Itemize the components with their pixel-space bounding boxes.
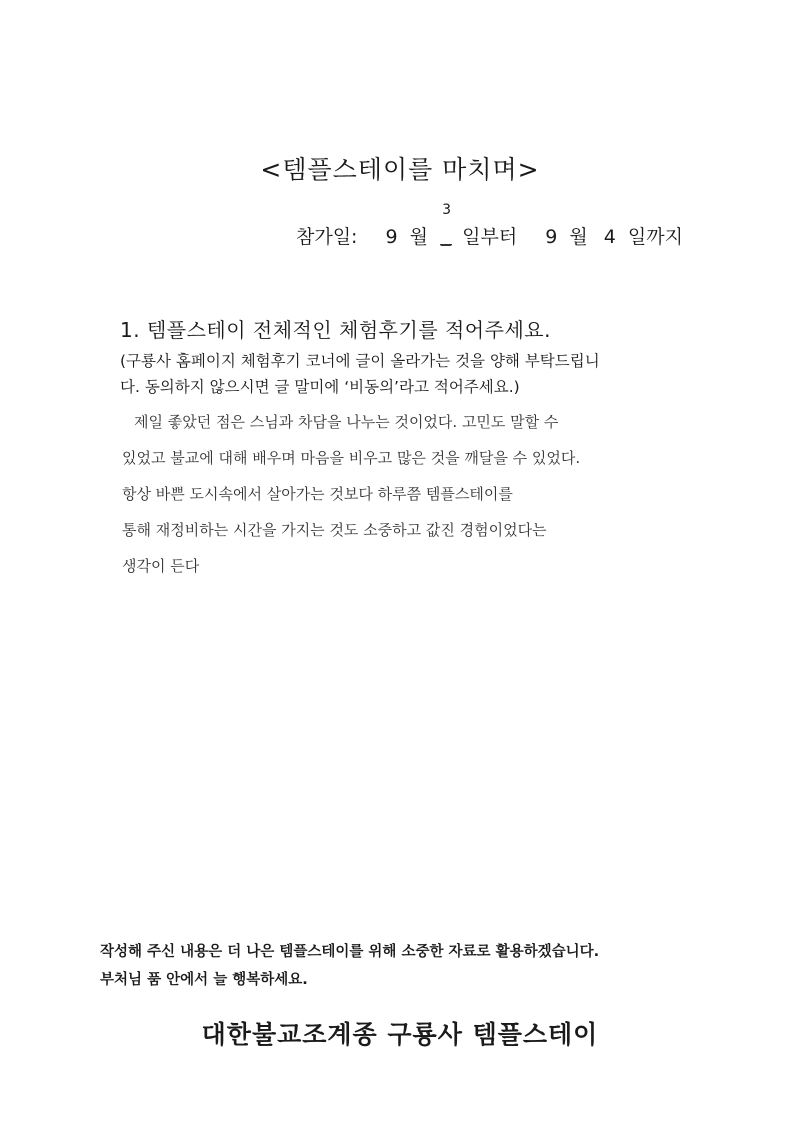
footer-note-line-2: 부처님 품 안에서 늘 행복하세요.	[100, 972, 308, 988]
question-note-line-1: (구룡사 홈페이지 체험후기 코너에 글이 올라가는 것을 양해 부탁드립니	[120, 352, 600, 370]
end-month: 9	[545, 226, 558, 248]
footer-note	[100, 938, 599, 994]
question-note-line-2: 다. 동의하지 않으시면 글 말미에 ‘비동의’라고 적어주세요.)	[120, 378, 520, 396]
participation-dates	[296, 202, 683, 249]
answer-line-3: 항상 바쁜 도시속에서 살아가는 것보다 하루쯤 템플스테이를	[122, 485, 513, 503]
struck-day-mark	[440, 230, 452, 246]
page-title: <템플스테이를 마치며>	[260, 155, 540, 184]
answer-line-1: 제일 좋았던 점은 스님과 차담을 나누는 것이었다. 고민도 말할 수	[134, 413, 559, 431]
month-word-1: 월	[409, 226, 429, 248]
organization-name: 대한불교조계종 구룡사 템플스테이	[201, 1020, 599, 1049]
answer-line-4: 통해 재정비하는 시간을 가지는 것도 소중하고 값진 경험이었다는	[122, 521, 547, 539]
month-word-2: 월	[569, 226, 588, 248]
end-day: 4	[603, 226, 616, 248]
handwritten-answer	[122, 404, 682, 584]
start-day: 3	[442, 202, 451, 218]
dates-label: 참가일:	[296, 226, 358, 248]
question-note	[120, 348, 710, 400]
start-suffix: 일부터	[462, 226, 518, 248]
end-suffix: 일까지	[627, 226, 683, 248]
answer-line-5: 생각이 든다	[122, 557, 200, 575]
footer-note-line-1: 작성해 주신 내용은 더 나은 템플스테이를 위해 소중한 자료로 활용하겠습니다.	[100, 944, 600, 960]
start-month: 9	[385, 226, 398, 248]
question-title: 1. 템플스테이 전체적인 체험후기를 적어주세요.	[120, 318, 551, 342]
start-day-field	[440, 202, 452, 248]
answer-line-2: 있었고 불교에 대해 배우며 마음을 비우고 많은 것을 깨달을 수 있었다.	[122, 449, 581, 467]
